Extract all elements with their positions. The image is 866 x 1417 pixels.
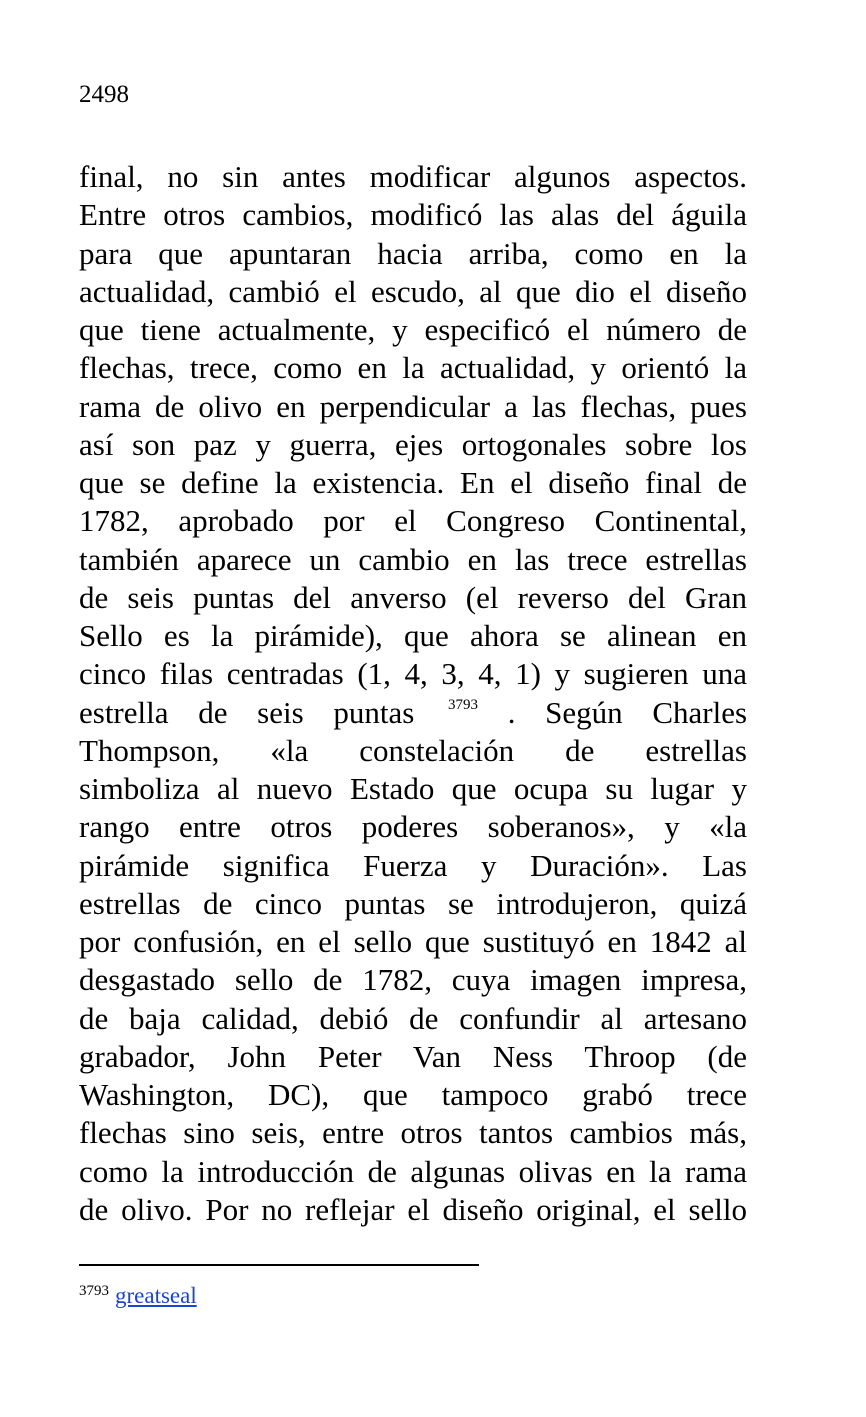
text-line: estrellas de cinco puntas se introdujeron, quizá [79,885,747,921]
text-line: cinco filas centradas (1, 4, 3, 4, 1) y sugieren una [79,656,747,692]
text-line: también aparece un cambio en las trece estrellas [79,541,747,577]
text-line: por confusión, en el sello que sustituyó en 1842 al [79,924,747,959]
text-line-with-noteref: estrella de seis puntas 3793 . Según Charles [79,694,748,730]
text-line: pirámide significa Fuerza y Duración». Las [79,847,747,883]
text-line: que tiene actualmente, y especificó el número de [79,312,747,347]
text-line: Thompson, «la constelación de estrellas [79,732,747,768]
body-paragraph [79,158,747,1229]
text-line: para que apuntaran hacia arriba, como en la [79,235,747,271]
text-fragment: estrella de seis puntas [79,694,415,730]
text-line: flechas, trece, como en la actualidad, y orientó la [79,350,747,386]
text-line: Washington, DC), que tampoco grabó trece [79,1077,747,1112]
text-line: de baja calidad, debió de confundir al artesano [79,1000,747,1036]
text-line: de olivo. Por no reflejar el diseño original, el sello [79,1191,747,1227]
page-number: 2498 [79,81,129,108]
text-line: así son paz y guerra, ejes ortogonales sobre los [79,426,747,462]
text-line: actualidad, cambió el escudo, al que dio el diseño [79,273,747,309]
text-line: simboliza al nuevo Estado que ocupa su lugar y [79,771,747,806]
text-line: 1782, aprobado por el Congreso Continental, [79,503,747,539]
text-line: rama de olivo en perpendicular a las flechas, pues [79,388,747,424]
text-line: desgastado sello de 1782, cuya imagen impresa, [79,962,747,998]
text-line: final, no sin antes modificar algunos aspectos. [79,159,747,194]
text-line: como la introducción de algunas olivas en la rama [79,1153,747,1189]
footnote-number: 3793 [79,1283,109,1299]
text-line: de seis puntas del anverso (el reverso del Gran [79,579,747,615]
text-line: flechas sino seis, entre otros tantos cambios más, [79,1115,747,1151]
text-line: Entre otros cambios, modificó las alas del águila [79,197,747,233]
footnote-link[interactable]: greatseal [115,1283,197,1308]
text-line: que se define la existencia. En el diseño final de [79,465,747,500]
footnote-divider [79,1264,479,1266]
text-fragment: . Según Charles [507,694,748,730]
footnote [79,1282,197,1310]
text-line: rango entre otros poderes soberanos», y «la [79,809,747,845]
text-line: Sello es la pirámide), que ahora se alinean en [79,618,747,653]
text-line: grabador, John Peter Van Ness Throop (de [79,1038,747,1074]
